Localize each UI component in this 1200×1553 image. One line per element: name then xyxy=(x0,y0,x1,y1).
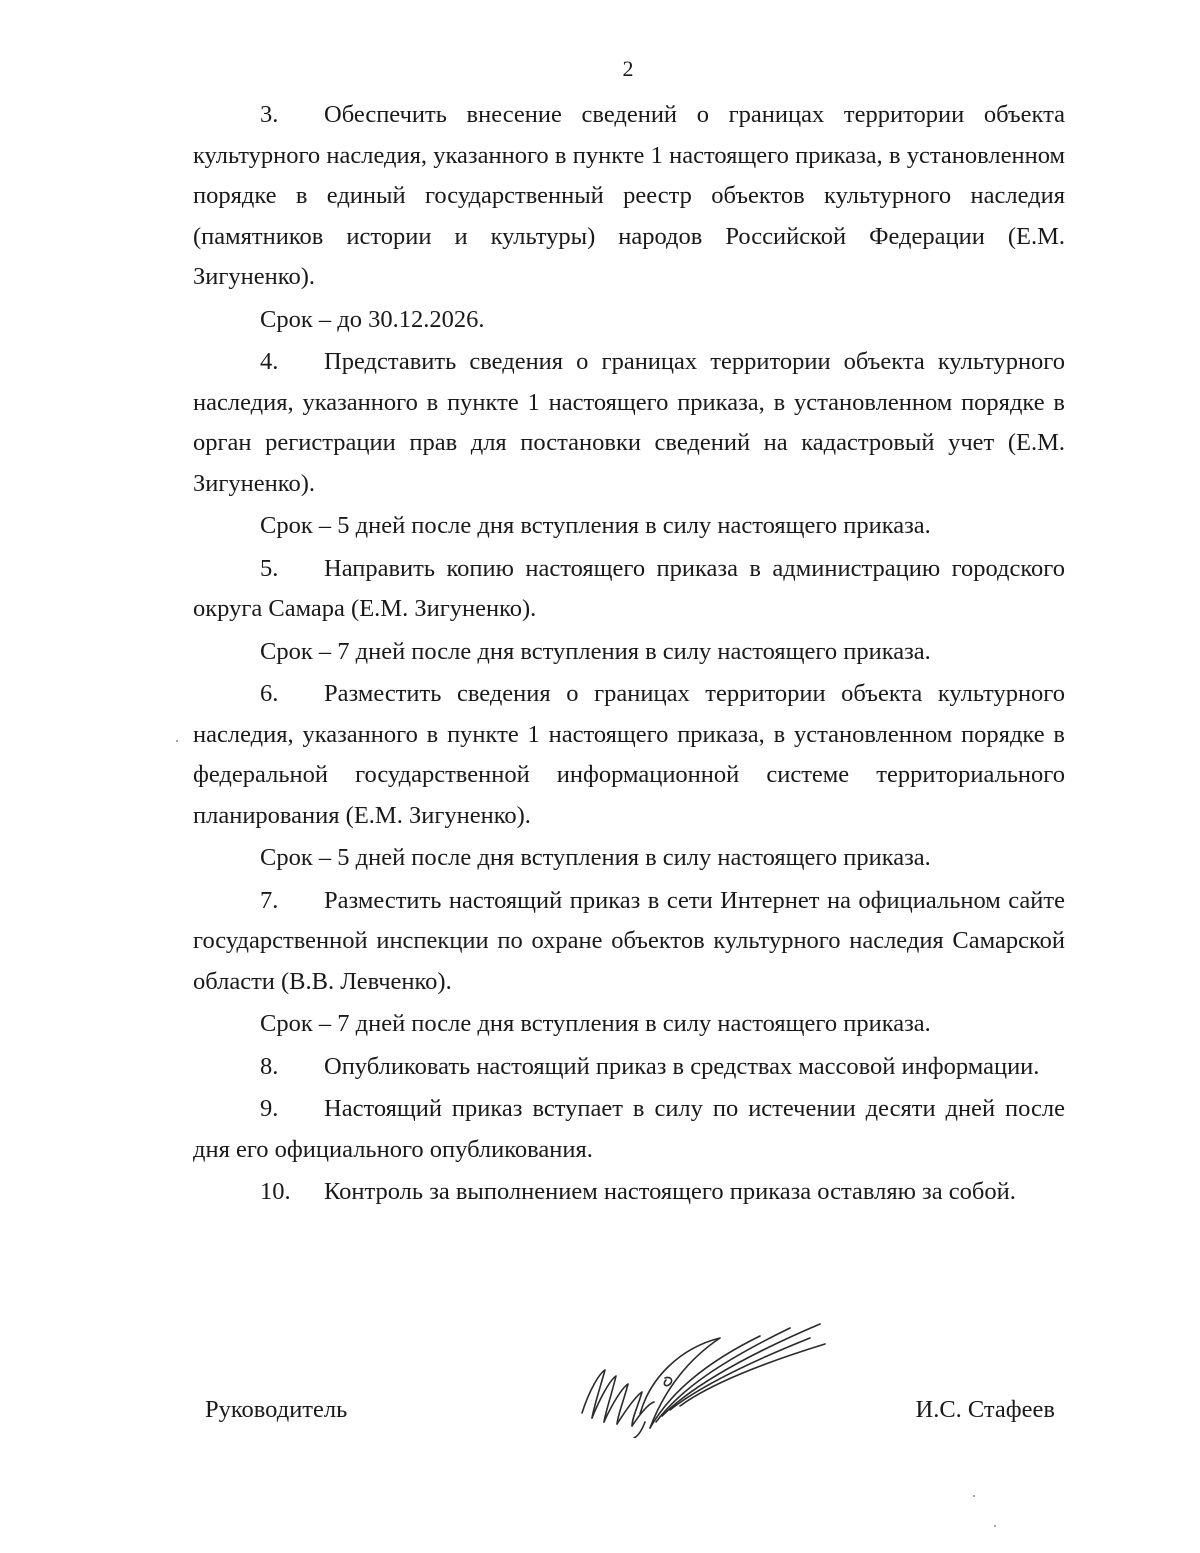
item-text: Обеспечить внесение сведений о границах территории объекта культурного наследия, указанного в пункте 1 настоящего приказа, в установленном порядке в единый государственный реестр объектов культурного наследия (памятников истории и культуры) народов Российской Федерации (Е.М. Зигуненко). xyxy=(193,101,1065,290)
deadline-5: Срок – 7 дней после дня вступления в силу настоящего приказа. xyxy=(260,637,931,665)
item-text: Контроль за выполнением настоящего приказа оставляю за собой. xyxy=(324,1178,1016,1205)
document-body xyxy=(193,95,1065,1213)
scan-speck xyxy=(176,740,178,742)
item-7 xyxy=(193,881,1065,1003)
item-text: Разместить настоящий приказ в сети Интернет на официальном сайте государственной инспекции по охране объектов культурного наследия Самарской области (В.В. Левченко). xyxy=(193,886,1065,995)
item-6 xyxy=(193,674,1065,836)
item-number: 7. xyxy=(260,886,279,914)
item-number: 4. xyxy=(260,348,279,375)
item-text: Настоящий приказ вступает в силу по истечении десяти дней после дня его официального опубликования. xyxy=(193,1095,1065,1163)
item-10 xyxy=(193,1172,1065,1213)
item-text: Разместить сведения о границах территории объекта культурного наследия, указанного в пункте 1 настоящего приказа, в установленном порядке в федеральной государственной информационной системе территориального планирования (Е.М. Зигуненко). xyxy=(193,680,1065,829)
page-number: 2 xyxy=(622,56,634,81)
item-text: Опубликовать настоящий приказ в средствах массовой информации. xyxy=(324,1052,1040,1080)
deadline-3: Срок – до 30.12.2026. xyxy=(260,305,485,333)
item-number: 8. xyxy=(260,1052,279,1080)
item-5 xyxy=(193,549,1065,630)
item-3 xyxy=(193,95,1065,298)
item-9 xyxy=(193,1089,1065,1170)
item-4 xyxy=(193,342,1065,504)
scan-speck xyxy=(994,1525,996,1527)
signer-title: Руководитель xyxy=(205,1396,348,1423)
item-text: Направить копию настоящего приказа в администрацию городского округа Самара (Е.М. Зигуненко). xyxy=(193,554,1065,622)
item-number: 9. xyxy=(260,1095,279,1122)
deadline-4: Срок – 5 дней после дня вступления в силу настоящего приказа. xyxy=(260,512,931,539)
scan-speck xyxy=(973,1495,975,1497)
deadline-6: Срок – 5 дней после дня вступления в силу настоящего приказа. xyxy=(260,844,931,871)
signature-block xyxy=(205,1396,1055,1436)
deadline-7: Срок – 7 дней после дня вступления в силу настоящего приказа. xyxy=(260,1010,931,1037)
item-number: 3. xyxy=(260,101,279,128)
item-8 xyxy=(193,1047,1065,1088)
item-number: 10. xyxy=(260,1178,291,1205)
signer-name: И.С. Стафеев xyxy=(915,1396,1055,1423)
item-text: Представить сведения о границах территории объекта культурного наследия, указанного в пункте 1 настоящего приказа, в установленном порядке в орган регистрации прав для постановки сведений на кадастровый учет (Е.М. Зигуненко). xyxy=(193,348,1065,497)
item-number: 6. xyxy=(260,680,279,707)
item-number: 5. xyxy=(260,554,279,582)
